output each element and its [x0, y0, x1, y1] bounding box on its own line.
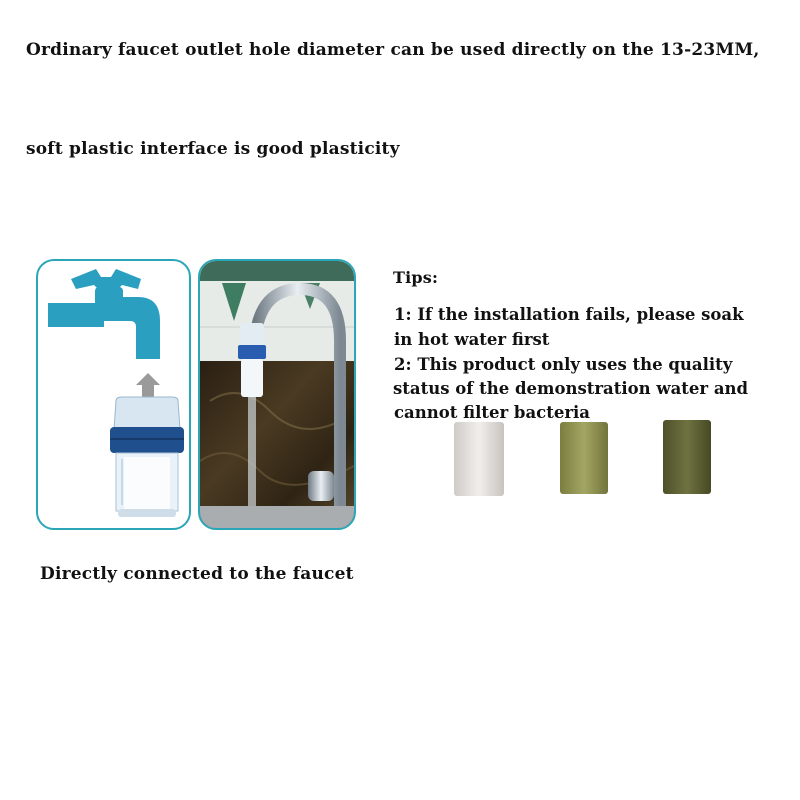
tip-line-4: status of the demonstration water and: [393, 379, 749, 398]
filter-top-cap: [114, 397, 180, 429]
faucet-caption: Directly connected to the faucet: [40, 564, 354, 584]
headline-line-1: Ordinary faucet outlet hole diameter can be used directly on the 13-23MM,: [26, 40, 760, 60]
faucet-diagram-panel: [36, 259, 191, 530]
dark-olive-filter-cartridge: [661, 418, 713, 496]
faucet-pipe: [48, 303, 104, 327]
installed-filter-cap: [240, 323, 264, 347]
tip-line-1: 1: If the installation fails, please soak: [394, 305, 744, 324]
headline-line-2: soft plastic interface is good plasticity: [26, 139, 400, 159]
white-filter-cartridge: [452, 420, 506, 498]
tip-line-5: cannot filter bacteria: [394, 403, 590, 422]
up-arrow-icon: [136, 373, 160, 397]
installed-filter-body: [241, 359, 263, 397]
tip-line-2: in hot water first: [394, 330, 550, 349]
faucet-diagram-illustration: [38, 261, 189, 528]
installed-filter-band: [238, 345, 266, 359]
tip-line-3: 2: This product only uses the quality: [394, 355, 733, 374]
faucet-spout: [98, 297, 160, 359]
installed-filter-photo: [200, 261, 354, 528]
tips-title: Tips:: [393, 268, 439, 287]
installed-filter-photo-panel: [198, 259, 356, 530]
olive-filter-cartridge: [558, 420, 610, 496]
